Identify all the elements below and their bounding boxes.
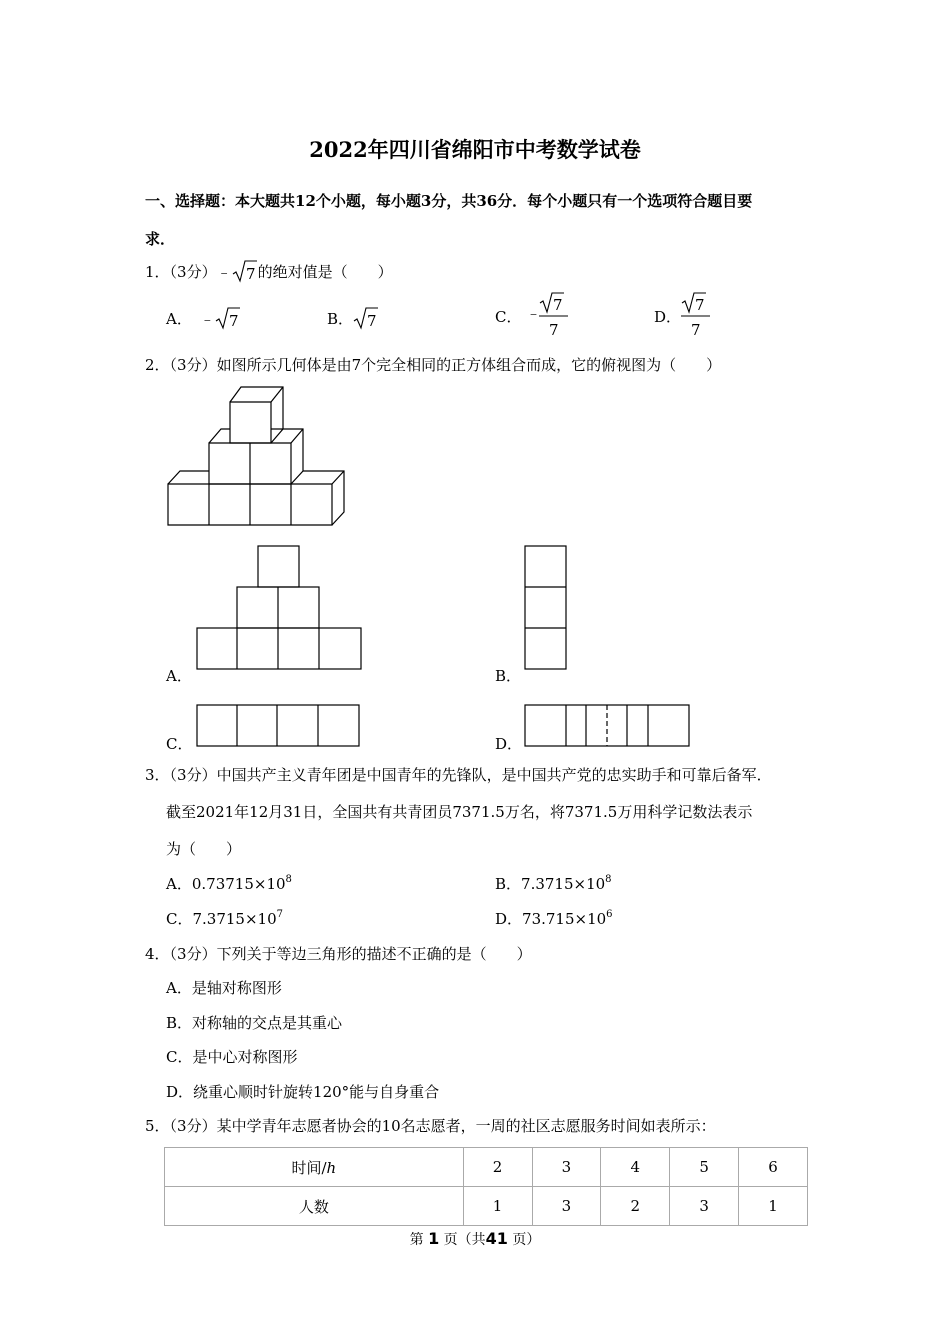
denominator: 7 [549,321,559,339]
radicand: 7 [367,312,377,330]
question-3-stem-line2: 截至2021年12月31日，全国共有共青团员7371.5万名，将7371.5万用科学记数法表示 [166,803,753,821]
question-4-stem [145,943,532,964]
radicand: 7 [228,312,239,330]
table-cell: 2 [601,1187,670,1226]
q1-option-c-fraction [526,290,576,346]
option-mantissa: 7.3715×10 [521,875,606,893]
paper-title: 2022年四川省绵阳市中考数学试卷 [309,137,641,162]
q1-option-d[interactable] [654,306,681,327]
q1-option-c[interactable] [495,306,521,327]
option-mantissa: 0.73715×10 [191,875,286,893]
q3-option-c[interactable] [166,908,283,929]
question-text: 下列关于等边三角形的描述不正确的是（ ） [216,945,532,963]
table-cell: 2 [463,1148,532,1187]
q4-option-d[interactable]: D．绕重心顺时针旋转120°能与自身重合 [166,1083,440,1101]
section-header-line2: 求． [145,230,176,248]
option-mantissa: 7.3715×10 [192,910,277,928]
table-header-cell: 人数 [165,1187,464,1226]
option-label: D． [654,308,682,326]
footer-mid: 页（共 [443,1232,486,1248]
question-number: 1． [145,263,170,281]
table-cell: 3 [670,1187,739,1226]
radical-sign-icon [215,306,241,330]
option-mantissa: 73.715×10 [522,910,607,928]
q4-option-c[interactable]: C．是中心对称图形 [166,1048,298,1066]
table-row [165,1187,808,1226]
option-label: A． [166,875,192,893]
denominator: 7 [691,321,701,339]
table-cell: 3 [532,1148,601,1187]
table-cell: 1 [463,1187,532,1226]
option-label: A． [166,310,192,328]
question-3-stem-line1 [145,764,772,785]
page-footer [0,1229,950,1249]
question-number: 2． [145,356,170,374]
section-header-line1: 一、选择题：本大题共12个小题，每小题3分，共36分．每个小题只有一个选项符合题目要 [145,192,753,210]
question-number: 5． [145,1117,170,1135]
table-cell: 1 [739,1187,808,1226]
question-points: （3分） [169,263,217,281]
sqrt-expression [215,306,241,334]
q1-option-b[interactable] [327,306,379,334]
page-number: 1 [428,1229,440,1248]
option-label: C． [166,910,193,928]
question-text: 某中学青年志愿者协会的10名志愿者，一周的社区志愿服务时间如表所示： [216,1117,716,1135]
sqrt-expression [353,306,379,334]
option-label: B． [495,875,522,893]
question-text: 中国共产主义青年团是中国青年的先锋队，是中国共产党的忠实助手和可靠后备军． [216,766,772,784]
option-exponent: 8 [285,874,292,885]
question-points: （3分） [169,356,217,374]
fraction-expression [680,290,720,342]
radicand: 7 [245,265,256,283]
option-label: B． [327,310,354,328]
q3-option-a[interactable] [166,873,292,894]
q3-option-d[interactable] [495,908,613,929]
radical-sign-icon [232,259,258,283]
q2-option-b[interactable]: B． [495,667,522,685]
sqrt-expression [232,259,258,287]
question-1-stem [145,259,393,287]
question-stem-end: 的绝对值是（ ） [257,263,393,281]
q4-option-b[interactable]: B．对称轴的交点是其重心 [166,1014,343,1032]
question-points: （3分） [169,945,217,963]
table-row [165,1148,808,1187]
option-label: C． [495,308,522,326]
radicand: 7 [553,296,563,314]
question-points: （3分） [169,1117,217,1135]
minus-sign: ﹣ [216,263,232,281]
option-exponent: 6 [606,909,613,920]
question-5-stem [145,1115,716,1136]
q2-option-d[interactable]: D． [495,735,523,753]
option-exponent: 7 [276,909,283,920]
minus-sign: ﹣ [199,310,215,328]
q2-option-c-figure [195,703,363,753]
q2-option-a[interactable]: A． [166,667,192,685]
q2-option-d-figure [523,703,693,753]
table-cell: 4 [601,1148,670,1187]
option-exponent: 8 [605,874,612,885]
radical-sign-icon [353,306,379,330]
table-cell: 5 [670,1148,739,1187]
q2-option-c[interactable]: C． [166,735,193,753]
page-total: 41 [485,1229,508,1248]
q4-option-a[interactable]: A．是轴对称图形 [166,979,282,997]
question-number: 4． [145,945,170,963]
q2-option-b-figure [523,544,569,676]
q1-option-d-fraction [680,290,720,346]
radicand: 7 [695,296,705,314]
question-2-stem [145,354,721,375]
volunteer-hours-table [164,1147,808,1226]
question-text: 如图所示几何体是由7个完全相同的正方体组合而成，它的俯视图为（ ） [216,356,722,374]
table-cell: 3 [532,1187,601,1226]
footer-prefix: 第 [409,1232,424,1248]
fraction-expression [526,290,576,342]
option-label: D． [495,910,523,928]
cube-solid-figure [162,384,352,533]
q3-option-b[interactable] [495,873,612,894]
table-header-cell [165,1148,464,1187]
minus-sign: ﹣ [526,304,542,322]
header-label: 时间/ [291,1158,327,1177]
header-unit: h [326,1158,337,1177]
table-cell: 6 [739,1148,808,1187]
footer-suffix: 页） [512,1232,541,1248]
question-points: （3分） [169,766,217,784]
question-3-stem-line3: 为（ ） [166,840,242,858]
question-number: 3． [145,766,170,784]
q1-option-a[interactable] [166,306,241,334]
q2-option-a-figure [195,544,363,676]
